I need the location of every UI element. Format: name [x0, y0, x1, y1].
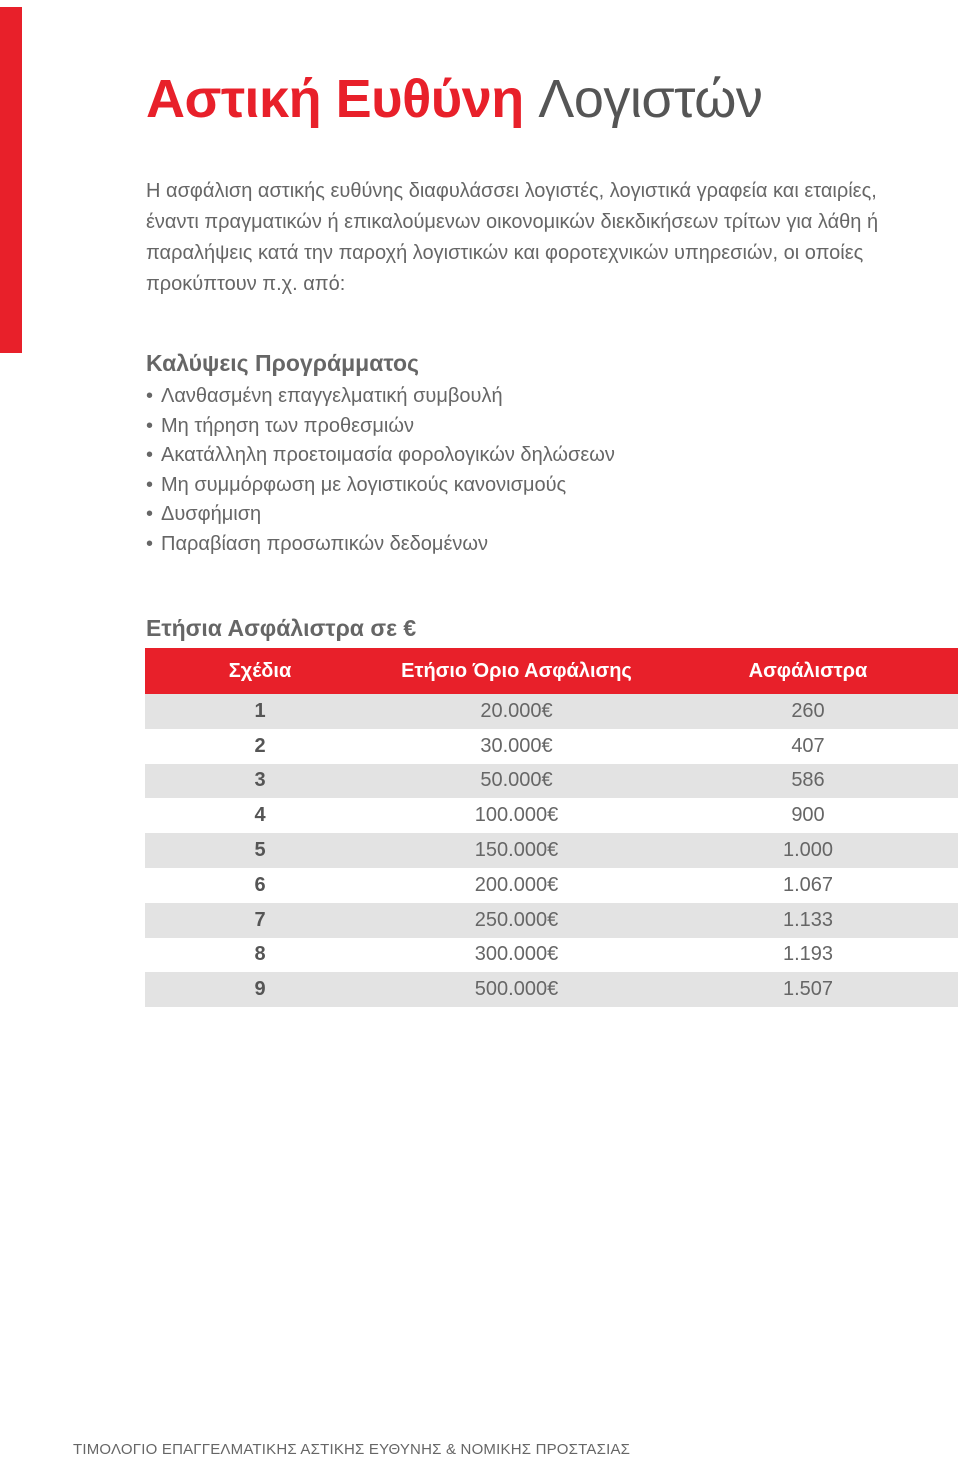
column-header-plan: Σχέδια	[145, 648, 375, 694]
bullet-icon: •	[146, 385, 154, 407]
page-title-bold: Αστική Ευθύνη	[146, 69, 524, 129]
table-row	[145, 938, 958, 973]
premium-heading: Ετήσια Ασφάλιστρα σε €	[146, 615, 417, 641]
page-footer: ΤΙΜΟΛΟΓΙΟ ΕΠΑΓΓΕΛΜΑΤΙΚΗΣ ΑΣΤΙΚΗΣ ΕΥΘΥΝΗΣ & ΝΟΜΙΚΗΣ ΠΡΟΣΤΑΣΙΑΣ	[73, 1441, 631, 1458]
plan-cell: 9	[145, 972, 375, 1007]
page-title-light: Λογιστών	[538, 69, 763, 129]
page-title	[146, 66, 762, 132]
bullet-icon: •	[146, 503, 154, 525]
table-row	[145, 764, 958, 799]
premium-cell: 1.193	[782, 943, 834, 966]
premium-cell: 1.133	[658, 903, 958, 938]
premium-cell: 1.067	[782, 873, 834, 896]
table-row	[145, 972, 958, 1007]
limit-cell: 50.000€	[375, 764, 658, 799]
limit-cell: 300.000€	[474, 943, 559, 966]
limit-cell: 250.000€	[375, 903, 658, 938]
plan-cell: 8	[254, 943, 266, 966]
premium-cell: 1.507	[658, 972, 958, 1007]
plan-cell: 7	[145, 903, 375, 938]
premium-cell: 900	[791, 804, 825, 827]
coverage-item-text: Δυσφήμιση	[161, 503, 262, 525]
bullet-icon: •	[146, 532, 154, 555]
table-row	[145, 798, 958, 833]
premium-cell: 1.000	[658, 833, 958, 868]
limit-cell: 200.000€	[474, 873, 559, 896]
plan-cell: 3	[145, 764, 375, 799]
coverage-heading: Καλύψεις Προγράμματος	[146, 350, 420, 376]
coverage-item	[146, 412, 615, 442]
table-row	[145, 694, 958, 729]
premium-cell: 260	[658, 694, 958, 729]
plan-cell: 5	[145, 833, 375, 868]
table-row	[145, 868, 958, 903]
table-row	[145, 729, 958, 764]
coverage-item	[146, 530, 615, 560]
premium-cell: 407	[791, 734, 825, 757]
coverage-item-text: Λανθασμένη επαγγελματική συμβουλή	[161, 385, 503, 407]
coverage-item-text: Μη τήρηση των προθεσμιών	[161, 414, 414, 437]
table-row	[145, 903, 958, 938]
table-header-row	[145, 648, 958, 694]
plan-cell: 2	[254, 734, 266, 757]
premium-cell: 586	[658, 764, 958, 799]
coverage-item-text: Ακατάλληλη προετοιμασία φορολογικών δηλώσεων	[161, 444, 615, 466]
coverage-list	[146, 382, 615, 559]
limit-cell: 500.000€	[375, 972, 658, 1007]
column-header-limit: Ετήσιο Όριο Ασφάλισης	[375, 648, 658, 694]
coverage-item	[146, 441, 615, 471]
coverage-item-text: Παραβίαση προσωπικών δεδομένων	[161, 532, 488, 555]
bullet-icon: •	[146, 414, 154, 437]
plan-cell: 6	[254, 873, 266, 896]
bullet-icon: •	[146, 444, 154, 466]
plan-cell: 1	[145, 694, 375, 729]
premium-table	[145, 648, 958, 1007]
intro-paragraph: Η ασφάλιση αστικής ευθύνης διαφυλάσσει λογιστές, λογιστικά γραφεία και εταιρίες, έναντι πραγματικών ή επικαλούμενων οικονομικών διεκδικήσεων τρίτων για λάθη ή παραλήψεις κατά την παροχή λογιστικών και φοροτεχνικών υπηρεσιών, οι οποίες προκύπτουν π.χ. από:	[146, 180, 879, 295]
limit-cell: 100.000€	[474, 804, 559, 827]
coverage-item	[146, 471, 615, 501]
table-row	[145, 833, 958, 868]
limit-cell: 30.000€	[480, 734, 553, 757]
coverage-item-text: Μη συμμόρφωση με λογιστικούς κανονισμούς	[161, 473, 567, 496]
coverage-item	[146, 500, 615, 530]
coverage-item	[146, 382, 615, 412]
plan-cell: 4	[254, 804, 266, 827]
accent-side-bar	[0, 7, 22, 353]
bullet-icon: •	[146, 473, 154, 496]
limit-cell: 150.000€	[375, 833, 658, 868]
limit-cell: 20.000€	[375, 694, 658, 729]
column-header-premium: Ασφάλιστρα	[658, 648, 958, 694]
